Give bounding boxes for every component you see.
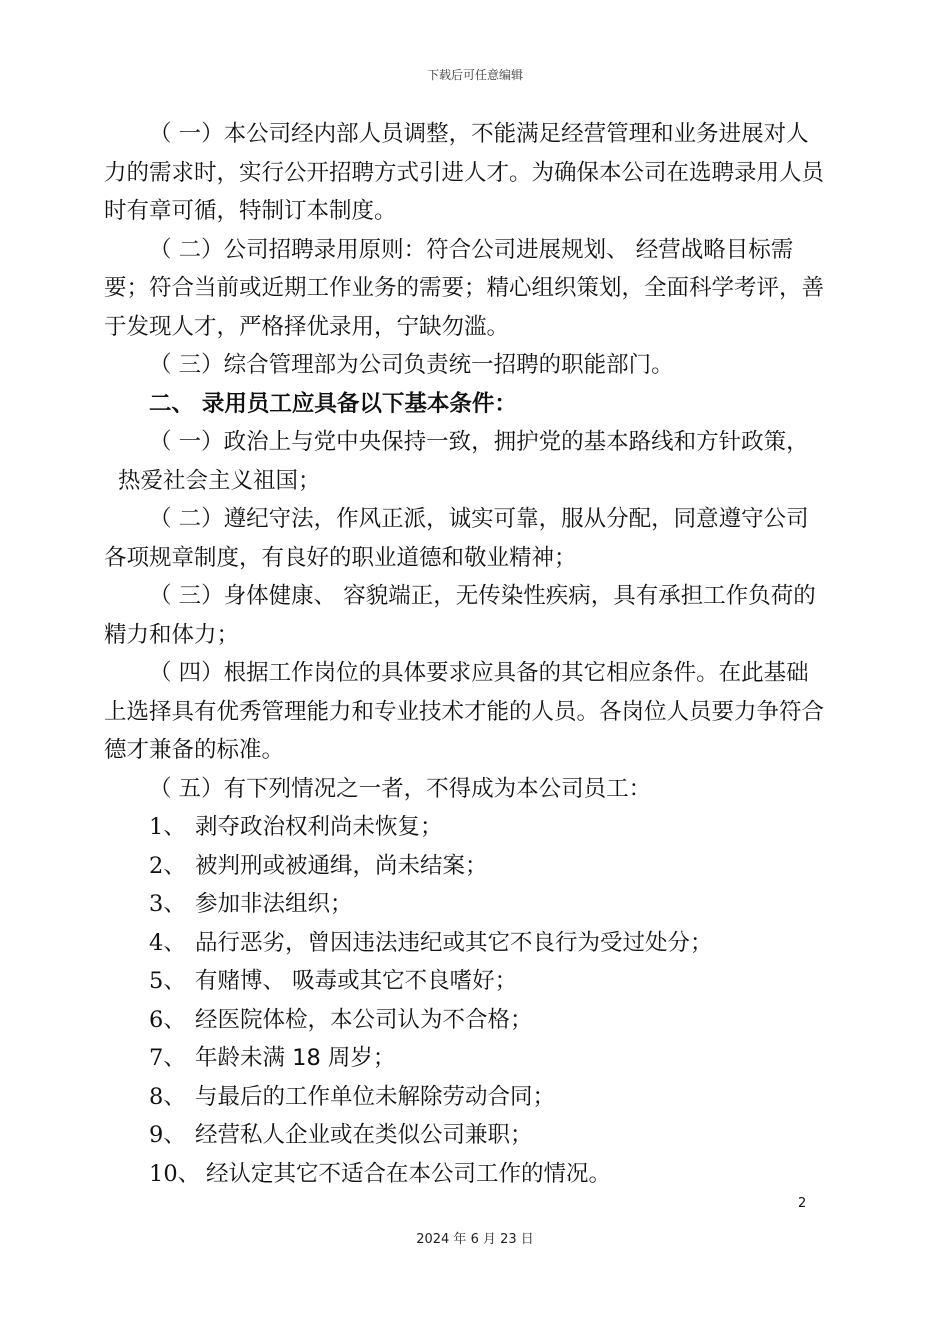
page-number: 2: [798, 1196, 807, 1211]
paragraph-responsible-department: （ 三）综合管理部为公司负责统一招聘的职能部门。: [149, 352, 674, 378]
condition-health: （ 三）身体健康、 容貌端正，无传染性疾病，具有承担工作负荷的精力和体力；: [104, 583, 816, 648]
list-item-text: 经医院体检，本公司认为不合格；: [195, 1006, 533, 1033]
list-item: [104, 808, 824, 847]
list-item-text: 经营私人企业或在类似公司兼职；: [195, 1122, 533, 1148]
condition-political-line1: （ 一）政治上与党中央保持一致，拥护党的基本路线和方针政策，: [149, 429, 809, 455]
list-item-number: 2、: [149, 852, 186, 879]
list-item-text: 品行恶劣，曾因违法违纪或其它不良行为受过处分；: [195, 929, 713, 956]
condition-discipline: （ 二）遵纪守法，作风正派，诚实可靠，服从分配，同意遵守公司各项规章制度，有良好的职业道德和敬业精神；: [104, 506, 809, 571]
condition-exclusions-intro: （ 五）有下列情况之一者，不得成为本公司员工：: [149, 775, 652, 802]
page-footer-date: 2024 年 6 月 23 日: [416, 1232, 534, 1247]
condition-political-line2: 热爱社会主义祖国；: [118, 467, 321, 494]
paragraph-recruitment-principles: （ 二）公司招聘录用原则：符合公司进展规划、 经营战略目标需要；符合当前或近期工作业务的需要；精心组织策划，全面科学考评，善于发现人才，严格择优录用，宁缺勿滥。: [104, 236, 825, 340]
list-item: [104, 1155, 824, 1194]
list-item: [104, 847, 824, 886]
list-item-number: 9、: [149, 1122, 186, 1148]
list-item: [104, 885, 824, 924]
list-item-text: 参加非法组织；: [195, 891, 353, 917]
document-body: [104, 115, 824, 1193]
list-item: [104, 1001, 824, 1040]
list-item-text: 年龄未满 18 周岁；: [195, 1045, 396, 1071]
section-heading-basic-conditions: 二、 录用员工应具备以下基本条件：: [149, 390, 517, 417]
list-item-text: 有赌博、 吸毒或其它不良嗜好；: [195, 968, 518, 994]
list-item-number: 5、: [149, 968, 186, 994]
list-item: [104, 962, 824, 1001]
list-item-number: 4、: [149, 929, 186, 956]
condition-position-requirements: （ 四）根据工作岗位的具体要求应具备的其它相应条件。在此基础上选择具有优秀管理能力和专业技术才能的人员。各岗位人员要力争符合德才兼备的标准。: [104, 660, 825, 763]
list-item-text: 剥夺政治权利尚未恢复；: [195, 814, 443, 840]
list-item-text: 与最后的工作单位未解除劳动合同；: [195, 1083, 556, 1110]
paragraph-recruitment-purpose: （ 一）本公司经内部人员调整，不能满足经营管理和业务进展对人力的需求时，实行公开招聘方式引进人才。为确保本公司在选聘录用人员时有章可循，特制订本制度。: [104, 121, 825, 224]
list-item-text: 被判刑或被通缉，尚未结案；: [195, 852, 488, 879]
page-header: 下载后可任意编辑: [426, 68, 523, 82]
list-item-number: 1、: [149, 814, 186, 840]
list-item-number: 7、: [149, 1045, 186, 1071]
list-item-text: 经认定其它不适合在本公司工作的情况。: [206, 1160, 612, 1187]
list-item: [104, 1116, 824, 1155]
list-item-number: 6、: [149, 1006, 186, 1033]
list-item: [104, 1039, 824, 1078]
list-item: [104, 1078, 824, 1117]
list-item: [104, 924, 824, 963]
list-item-number: 8、: [149, 1083, 186, 1110]
list-item-number: 3、: [149, 891, 186, 917]
list-item-number: 10、: [149, 1160, 201, 1187]
